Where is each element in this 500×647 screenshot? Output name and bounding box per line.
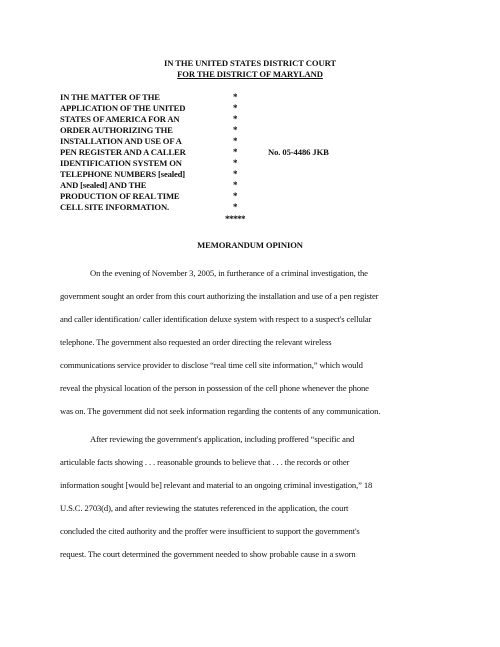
- caption-line: IN THE MATTER OF THE: [60, 92, 160, 102]
- body-text-line: communications service provider to disclose “real time cell site information,” which would: [60, 360, 363, 370]
- caption-line: STATES OF AMERICA FOR AN: [60, 114, 180, 124]
- body-text-line: telephone. The government also requested an order directing the relevant wireless: [60, 337, 332, 347]
- body-text-line: was on. The government did not seek information regarding the contents of any communication.: [60, 406, 381, 416]
- caption-star-row: *****: [225, 214, 245, 224]
- body-text-line: U.S.C. 2703(d), and after reviewing the statutes referenced in the application, the court: [60, 503, 349, 513]
- caption-line: PRODUCTION OF REAL TIME: [60, 191, 180, 201]
- caption-line: IDENTIFICATION SYSTEM ON: [60, 158, 182, 168]
- caption-line: CELL SITE INFORMATION.: [60, 202, 169, 212]
- caption-star: *: [233, 136, 238, 146]
- body-text-line: After reviewing the government's application, including proffered “specific and: [90, 434, 355, 444]
- caption-star: *: [233, 92, 238, 102]
- caption-line: INSTALLATION AND USE OF A: [60, 136, 182, 146]
- caption-line: PEN REGISTER AND A CALLER: [60, 147, 186, 157]
- document-heading: MEMORANDUM OPINION: [197, 240, 303, 250]
- caption-star: *: [233, 158, 238, 168]
- caption-star: *: [233, 169, 238, 179]
- caption-line: APPLICATION OF THE UNITED: [60, 103, 186, 113]
- caption-star: *: [233, 191, 238, 201]
- caption-line: TELEPHONE NUMBERS [sealed]: [60, 169, 186, 179]
- body-text-line: request. The court determined the government needed to show probable cause in a sworn: [60, 549, 356, 559]
- body-text-line: articulable facts showing . . . reasonable grounds to believe that . . . the records or other: [60, 457, 350, 467]
- case-number: No. 05-4486 JKB: [268, 147, 329, 157]
- court-district: FOR THE DISTRICT OF MARYLAND: [177, 69, 323, 79]
- caption-line: AND [sealed] AND THE: [60, 180, 147, 190]
- body-text-line: reveal the physical location of the person in possession of the cell phone whenever the phone: [60, 383, 369, 393]
- body-text-line: information sought [would be] relevant and material to an ongoing criminal investigation,” 18: [60, 480, 373, 490]
- body-text-line: government sought an order from this court authorizing the installation and use of a pen register: [60, 291, 379, 301]
- caption-star: *: [233, 103, 238, 113]
- body-text-line: On the evening of November 3, 2005, in furtherance of a criminal investigation, the: [90, 268, 368, 278]
- caption-star: *: [233, 147, 238, 157]
- caption-star: *: [233, 114, 238, 124]
- caption-star: *: [233, 180, 238, 190]
- caption-star: *: [233, 125, 238, 135]
- caption-star: *: [233, 202, 238, 212]
- court-name: IN THE UNITED STATES DISTRICT COURT: [163, 58, 337, 68]
- body-text-line: and caller identification/ caller identification deluxe system with respect to a suspect's cellular: [60, 314, 372, 324]
- caption-line: ORDER AUTHORIZING THE: [60, 125, 173, 135]
- body-text-line: concluded the cited authority and the proffer were insufficient to support the government's: [60, 526, 360, 536]
